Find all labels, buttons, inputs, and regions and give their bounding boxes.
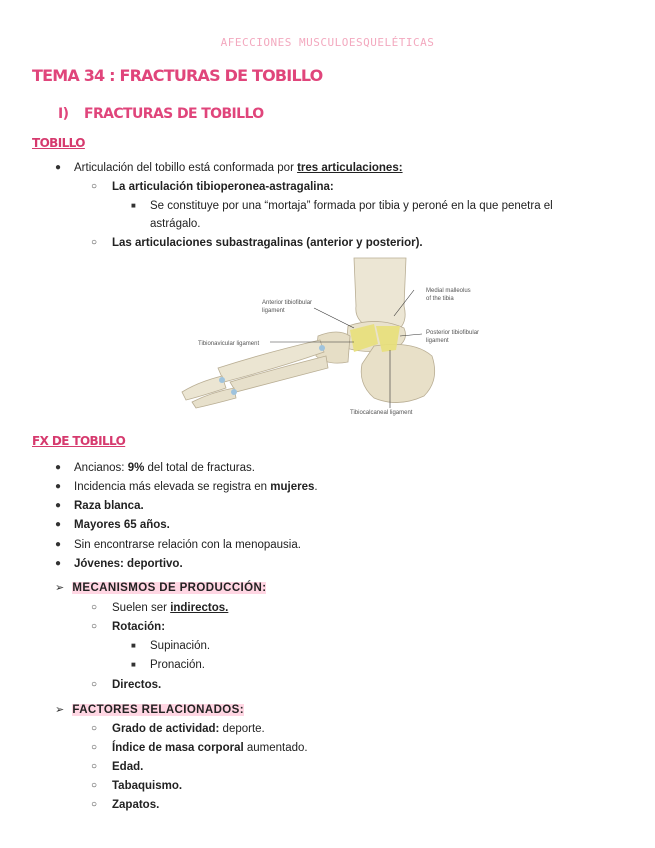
arrow-marker: ➢ (55, 704, 65, 716)
tobillo-sub1-detail-cont: astrágalo. (150, 218, 201, 230)
label-anterior-tibiofibular: Anterior tibiofibular (262, 300, 313, 306)
circle-marker: ○ (91, 723, 98, 734)
joint-cartilage (219, 377, 225, 383)
tobillo-intro (55, 160, 403, 176)
bullet-marker: ● (55, 481, 62, 492)
fx-item-bold: Mayores 65 años. (74, 519, 170, 531)
circle-marker: ○ (91, 742, 98, 753)
mecanismos-directos-text: Directos. (112, 679, 162, 691)
joint-cartilage (319, 345, 325, 351)
mecanismos-indirect (91, 600, 228, 616)
fx-item-bold: mujeres (270, 481, 315, 493)
label-tibiocalcaneal: Tibiocalcaneal ligament (350, 410, 413, 416)
mecanismos-supinacion-text: Supinación. (150, 640, 211, 652)
ankle-anatomy-figure (178, 256, 508, 420)
tobillo-intro-bold: tres articulaciones: (297, 162, 403, 174)
mecanismos-supinacion (131, 638, 210, 654)
mecanismos-heading: MECANISMOS DE PRODUCCIÓN: (72, 582, 267, 594)
factores-heading: FACTORES RELACIONADOS: (72, 704, 244, 716)
fx-list-item (55, 460, 255, 476)
fx-heading: FX DE TOBILLO (32, 434, 126, 448)
mecanismos-indirect-text: Suelen ser (112, 602, 171, 614)
factores-item-bold: Tabaquismo. (112, 780, 183, 792)
circle-marker: ○ (91, 237, 98, 248)
circle-marker: ○ (91, 679, 98, 690)
fx-list-item (55, 517, 170, 533)
factores-list-item (91, 721, 265, 737)
bullet-marker: ● (55, 462, 62, 473)
fx-item-bold: 9% (127, 462, 145, 474)
arrow-marker: ➢ (55, 582, 65, 594)
section-number: I) (58, 106, 69, 122)
factores-item-bold: Zapatos. (112, 799, 160, 811)
bullet-marker: ● (55, 519, 62, 530)
circle-marker: ○ (91, 780, 98, 791)
tibia-bone (354, 258, 406, 330)
bullet-marker: ● (55, 558, 62, 569)
factores-list-item (91, 759, 143, 775)
mecanismos-item (55, 580, 266, 596)
fx-item-text: Incidencia más elevada se registra en (74, 481, 271, 493)
tobillo-heading: TOBILLO (32, 136, 85, 150)
square-marker: ■ (131, 201, 136, 210)
label-posterior-ligament: ligament (426, 338, 449, 344)
tobillo-sub2-text: Las articulaciones subastragalinas (anterior y posterior). (112, 237, 423, 249)
factores-item-bold: Grado de actividad: (112, 723, 220, 735)
circle-marker: ○ (91, 621, 98, 632)
circle-marker: ○ (91, 799, 98, 810)
fx-item-post: del total de fracturas. (144, 462, 255, 474)
tobillo-sub2 (91, 235, 423, 251)
mecanismos-rotacion-text: Rotación: (112, 621, 166, 633)
label-medial-malleolus: Medial malleolus (426, 288, 471, 294)
label-posterior-tibiofibular: Posterior tibiofibular (426, 330, 480, 336)
section-title (58, 106, 264, 122)
mecanismos-rotacion (91, 619, 165, 635)
tobillo-sub1-text: La articulación tibioperonea-astragalina: (112, 181, 334, 193)
fx-item-bold: Raza blanca. (74, 500, 144, 512)
bullet-marker: ● (55, 162, 62, 173)
mecanismos-pronacion (131, 657, 205, 673)
factores-item-post: deporte. (219, 723, 265, 735)
factores-list-item (91, 797, 159, 813)
fx-list-item (55, 537, 301, 553)
fx-list-item (55, 479, 318, 495)
circle-marker: ○ (91, 761, 98, 772)
factores-item-bold: Edad. (112, 761, 144, 773)
factores-list-item (91, 740, 308, 756)
fx-list-item (55, 498, 144, 514)
factores-item-post: aumentado. (243, 742, 308, 754)
label-tibionavicular: Tibionavicular ligament (198, 341, 260, 347)
circle-marker: ○ (91, 181, 98, 192)
fx-item-text: Sin encontrarse relación con la menopausia. (74, 539, 301, 551)
document-header: AFECCIONES MUSCULOESQUELÉTICAS (220, 36, 435, 49)
fx-item-text: Ancianos: (74, 462, 128, 474)
square-marker: ■ (131, 641, 136, 650)
circle-marker: ○ (91, 602, 98, 613)
label-medial-tibia: of the tibia (426, 296, 454, 302)
factores-item-bold: Índice de masa corporal (112, 742, 244, 754)
tobillo-sub1 (91, 179, 334, 195)
mecanismos-pronacion-text: Pronación. (150, 659, 205, 671)
calcaneus-bone (361, 344, 434, 402)
fx-item-post: . (314, 481, 318, 493)
mecanismos-directos (91, 677, 161, 693)
square-marker: ■ (131, 660, 136, 669)
tobillo-sub1-detail-text: Se constituye por una “mortaja” formada por tibia y peroné en la que penetra el (150, 200, 553, 212)
mecanismos-indirect-bold: indirectos. (170, 602, 229, 614)
factores-item (55, 702, 244, 718)
fx-list-item (55, 556, 183, 572)
label-anterior-ligament: ligament (262, 308, 285, 314)
tobillo-sub1-detail (131, 198, 553, 214)
topic-title: TEMA 34 : FRACTURAS DE TOBILLO (32, 66, 323, 85)
fx-item-bold: Jóvenes: deportivo. (74, 558, 183, 570)
bullet-marker: ● (55, 539, 62, 550)
section-title-text: FRACTURAS DE TOBILLO (84, 106, 264, 122)
bullet-marker: ● (55, 500, 62, 511)
tobillo-intro-text: Articulación del tobillo está conformada por (74, 162, 298, 174)
factores-list-item (91, 778, 182, 794)
joint-cartilage (231, 389, 237, 395)
